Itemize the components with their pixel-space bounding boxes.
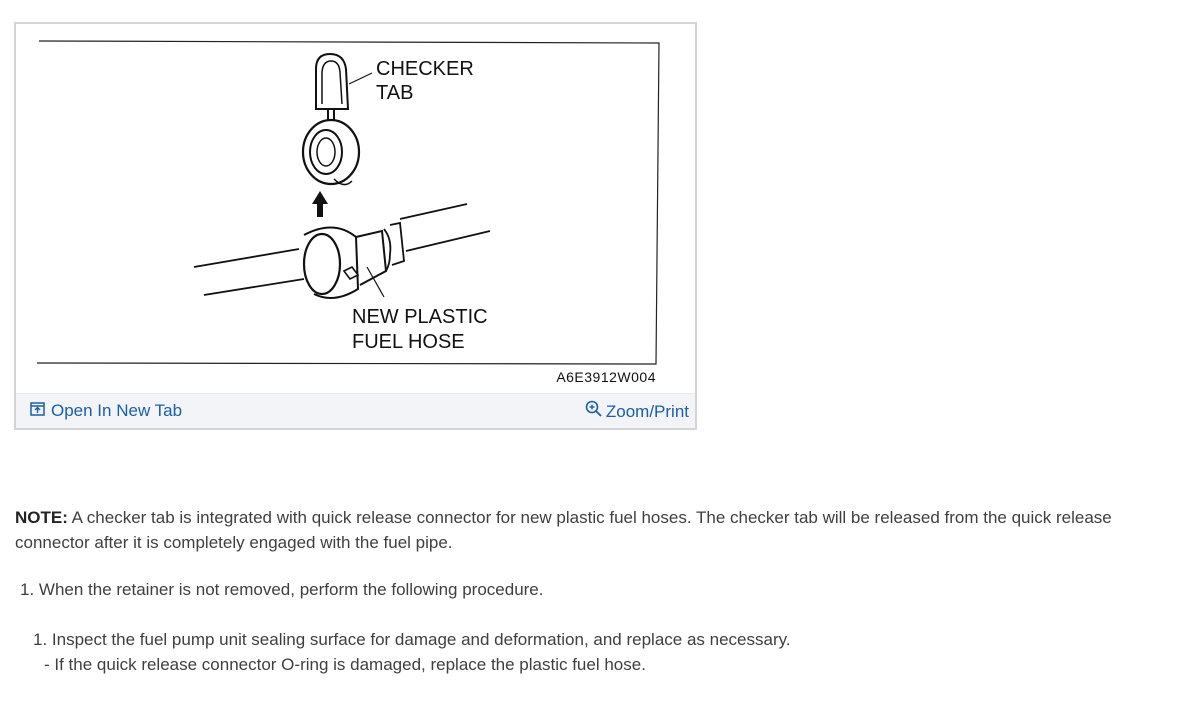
checker-label-line1: CHECKER [376,58,474,80]
checker-label-line2: TAB [376,82,414,104]
open-in-new-tab-link[interactable] [30,401,182,421]
step-1: 1. When the retainer is not removed, perform the following procedure. [20,580,544,599]
figure-card [14,22,697,430]
fuel-pipe [194,249,299,267]
step-bullet: - If the quick release connector O-ring is damaged, replace the plastic fuel hose. [44,655,646,674]
plastic-fuel-hose [400,204,467,219]
quick-release-connector [304,234,340,294]
hose-label-line1: NEW PLASTIC [352,306,488,328]
step-1-1: 1. Inspect the fuel pump unit sealing surface for damage and deformation, and replace as necessary. [33,630,791,649]
note-paragraph [15,505,1175,555]
note-text: A checker tab is integrated with quick release connector for new plastic fuel hoses. The checker tab will be released from the quick release connector after it is completely engaged with the fuel pipe. [15,508,1112,552]
figure-toolbar [16,393,695,428]
zoom-in-icon [585,400,603,423]
zoom-print-link[interactable] [585,400,689,423]
note-label: NOTE: [15,508,68,527]
hose-label-line2: FUEL HOSE [352,331,465,353]
checker-tab-loop [316,54,348,109]
figure-id: A6E3912W004 [556,369,656,385]
zoom-print-label: Zoom/Print [605,401,689,421]
retainer-ring [303,120,359,184]
open-in-new-tab-label: Open In New Tab [51,401,183,420]
fuel-hose-illustration [34,39,660,371]
open-new-tab-icon [30,401,45,421]
arrow-up-icon [312,191,328,204]
